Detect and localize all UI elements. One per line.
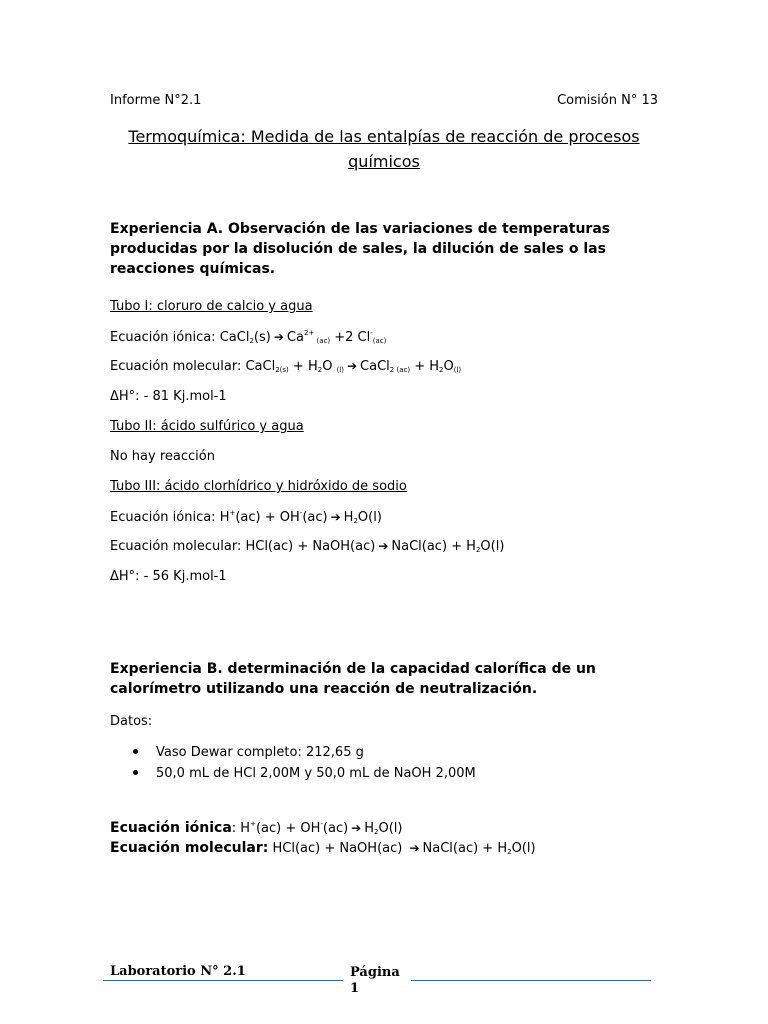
- list-item: Vaso Dewar completo: 212,65 g: [156, 742, 476, 763]
- tubo-1-title: Tubo I: cloruro de calcio y agua: [110, 299, 313, 314]
- tubo-3-enthalpy: ΔH°: - 56 Kj.mol-1: [110, 569, 227, 584]
- datos-label: Datos:: [110, 714, 153, 729]
- list-item: 50,0 mL de HCl 2,00M y 50,0 mL de NaOH 2,00M: [156, 763, 476, 784]
- footer-page-number: Página 1: [350, 965, 400, 996]
- footer-lab-label: Laboratorio N° 2.1: [110, 964, 246, 979]
- datos-list: [110, 742, 476, 784]
- tubo-1-enthalpy: ΔH°: - 81 Kj.mol-1: [110, 389, 227, 404]
- right-arrow-icon: ➔: [346, 359, 358, 373]
- footer-rule-right: [411, 980, 651, 981]
- tubo-3-title: Tubo III: ácido clorhídrico y hidróxido de sodio: [110, 479, 407, 494]
- tubo-2-title: Tubo II: ácido sulfúrico y agua: [110, 419, 304, 434]
- tubo-1-ionic-equation: Ecuación iónica: CaCl$_2$(s) ➔ $Ca^{2+}$ $_{(ac)}$ +2 $Cl^-_{(ac)}$: [110, 329, 387, 345]
- exp-b-ionic-equation: Ecuación iónica: H+(ac) + OH-(ac) ➔ $H_2O(l)$: [110, 820, 403, 836]
- right-arrow-icon: ➔: [330, 510, 341, 524]
- right-arrow-icon: ➔: [409, 841, 420, 855]
- experiencia-b-heading: Experiencia B. determinación de la capacidad calorífica de un calorímetro utilizando una reacción de neutralización.: [110, 661, 596, 697]
- right-arrow-icon: ➔: [351, 821, 362, 835]
- experiencia-a-heading: Experiencia A. Observación de las variaciones de temperaturas producidas por la disolución de sales, la dilución de sales o las reacciones químicas.: [110, 221, 611, 277]
- exp-b-molecular-equation: Ecuación molecular: HCl(ac) + NaOH(ac) ➔ NaCl(ac) + $H_2O(l)$: [110, 840, 536, 856]
- tubo-3-molecular-equation: Ecuación molecular: HCl(ac) + NaOH(ac) ➔ NaCl(ac) + $H_2O(l)$: [110, 539, 505, 554]
- commission-number: Comisión N° 13: [557, 93, 658, 108]
- right-arrow-icon: ➔: [378, 539, 389, 553]
- tubo-2-text: No hay reacción: [110, 449, 215, 464]
- report-number: Informe N°2.1: [110, 93, 202, 108]
- tubo-1-molecular-equation: Ecuación molecular: CaCl$_{2(s)}$ + $H_2O$ $_{(l)}$ ➔ CaCl$_{2 (ac)}$ + $H_2O_{(l)}$: [110, 359, 462, 374]
- page-title: Termoquímica: Medida de las entalpías de reacción de procesos químicos: [128, 127, 640, 171]
- footer-rule-left: [103, 980, 343, 981]
- tubo-3-ionic-equation: Ecuación iónica: H+(ac) + OH-(ac) ➔ $H_2O(l)$: [110, 509, 382, 525]
- right-arrow-icon: ➔: [273, 330, 284, 344]
